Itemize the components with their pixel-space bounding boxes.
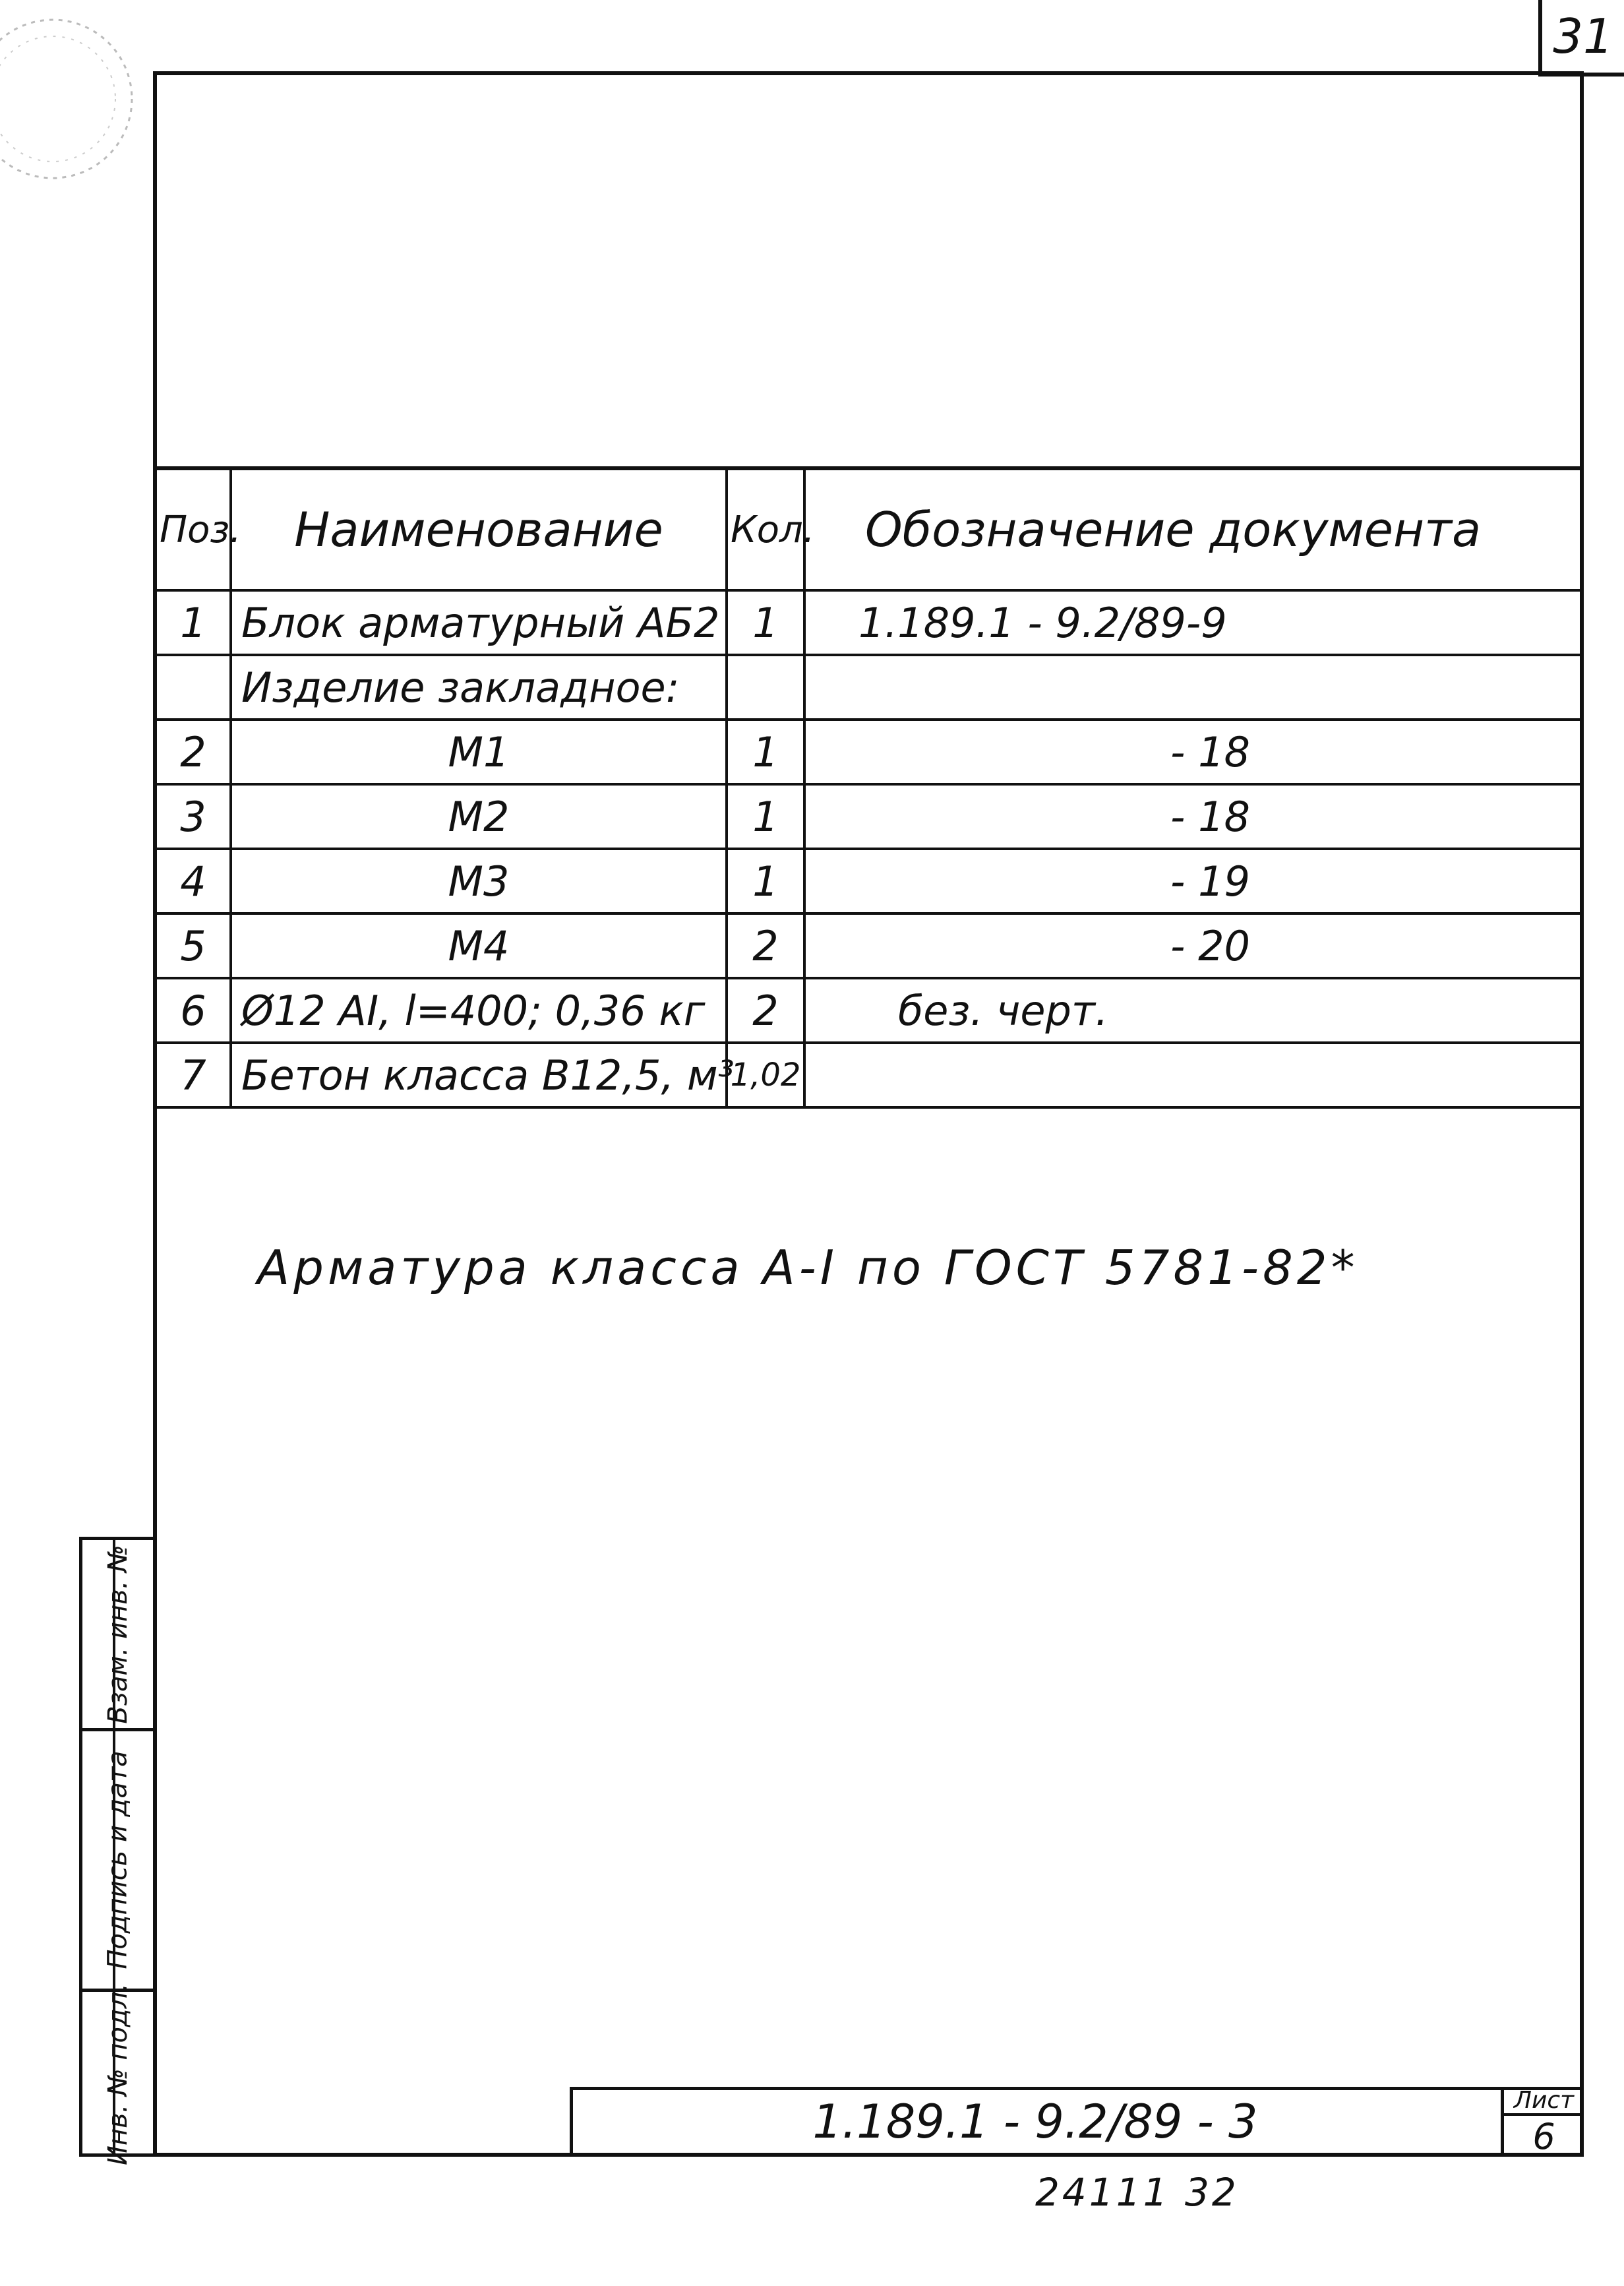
header-name: Наименование xyxy=(231,468,727,590)
page-number: 31 xyxy=(1538,0,1624,77)
row-name: Блок арматурный АБ2 xyxy=(231,590,727,655)
row-name: Ø12 АI, l=400; 0,36 кг xyxy=(231,978,727,1043)
row-name: Изделие закладное: xyxy=(231,655,727,720)
archive-number: 24111 32 xyxy=(1035,2170,1239,2215)
side-stamp-signature-label: Подпись и дата xyxy=(102,1750,133,1969)
row-name: М3 xyxy=(231,849,727,913)
row-pos: 1 xyxy=(157,590,231,655)
sheet-label: Лист xyxy=(1504,2087,1584,2116)
row-doc: - 20 xyxy=(804,913,1580,978)
specification-table xyxy=(157,466,1580,1109)
row-pos: 6 xyxy=(157,978,231,1043)
row-qty: 1 xyxy=(727,590,804,655)
side-stamp-vzam xyxy=(82,1540,153,1731)
sheet-box xyxy=(1501,2087,1584,2157)
row-doc: - 18 xyxy=(804,784,1580,849)
row-pos: 4 xyxy=(157,849,231,913)
table-row xyxy=(157,590,1580,655)
table-header-row xyxy=(157,468,1580,590)
row-pos: 3 xyxy=(157,784,231,849)
table-row xyxy=(157,978,1580,1043)
table-row xyxy=(157,720,1580,784)
header-qty: Кол. xyxy=(727,468,804,590)
sheet-number: 6 xyxy=(1532,2115,1555,2157)
row-qty: 1 xyxy=(727,720,804,784)
row-qty xyxy=(727,655,804,720)
table-row xyxy=(157,849,1580,913)
row-qty: 1 xyxy=(727,849,804,913)
row-qty: 1 xyxy=(727,784,804,849)
faded-stamp-icon xyxy=(0,7,158,191)
row-qty: 1,02 xyxy=(727,1043,804,1107)
side-stamp xyxy=(79,1537,153,2165)
row-name: М4 xyxy=(231,913,727,978)
row-qty: 2 xyxy=(727,978,804,1043)
header-pos: Поз. xyxy=(157,468,231,590)
row-qty: 2 xyxy=(727,913,804,978)
row-name: Бетон класса В12,5, м³ xyxy=(231,1043,727,1107)
row-doc: 1.189.1 - 9.2/89-9 xyxy=(804,590,1580,655)
row-pos: 2 xyxy=(157,720,231,784)
row-doc: - 18 xyxy=(804,720,1580,784)
row-pos xyxy=(157,655,231,720)
reinforcement-note: Арматура класса А-I по ГОСТ 5781-82* xyxy=(257,1240,1359,1295)
side-stamp-inv-label: Инв. № подл. xyxy=(102,1983,133,2165)
header-doc: Обозначение документа xyxy=(804,468,1580,590)
table-row xyxy=(157,784,1580,849)
side-stamp-signature xyxy=(82,1731,153,1992)
row-pos: 5 xyxy=(157,913,231,978)
row-doc: - 19 xyxy=(804,849,1580,913)
side-stamp-vzam-label: Взам. инв. № xyxy=(102,1544,133,1724)
table-row xyxy=(157,913,1580,978)
table-row xyxy=(157,655,1580,720)
row-name: М2 xyxy=(231,784,727,849)
row-pos: 7 xyxy=(157,1043,231,1107)
drawing-frame xyxy=(153,71,1584,2157)
row-doc xyxy=(804,655,1580,720)
row-doc: без. черт. xyxy=(804,978,1580,1043)
side-stamp-inv xyxy=(82,1983,153,2165)
row-doc xyxy=(804,1043,1580,1107)
document-code: 1.189.1 - 9.2/89 - 3 xyxy=(812,2095,1258,2149)
table-row xyxy=(157,1043,1580,1107)
row-name: М1 xyxy=(231,720,727,784)
